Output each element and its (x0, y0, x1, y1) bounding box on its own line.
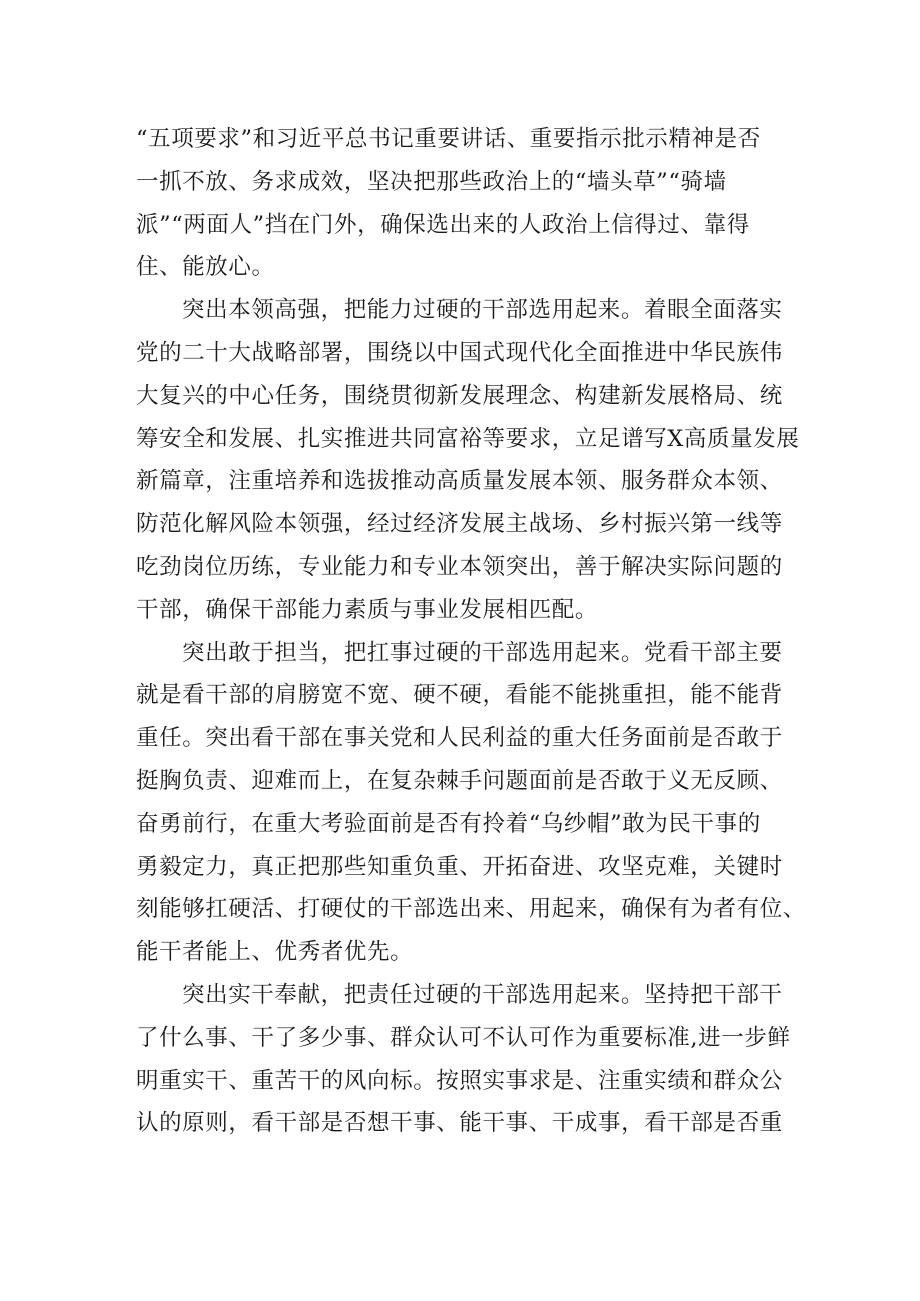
document-body (136, 118, 806, 1145)
text-line: 认的原则，看干部是否想干事、能干事、干成事，看干部是否重 (136, 1110, 783, 1137)
text-line: 派”“两面人”挡在门外，确保选出来的人政治上信得过、靠得 (136, 211, 750, 238)
text-line: 能干者能上、优秀者优先。 (136, 939, 414, 966)
text-line: 住、能放心。 (136, 254, 275, 281)
text-line: 大复兴的中心任务，围绕贯彻新发展理念、构建新发展格局、统 (136, 382, 783, 409)
text-line: “五项要求”和习近平总书记重要讲话、重要指示批示精神是否 (136, 126, 761, 152)
text-line: 一抓不放、务求成效，坚决把那些政治上的“墙头草”“骑墙 (136, 168, 727, 195)
text-line: 了什么事、干了多少事、群众认可不认可作为重要标准,进一步鲜 (136, 1024, 791, 1051)
text-line: 新篇章，注重培养和选拔推动高质量发展本领、服务群众本领、 (136, 468, 783, 495)
text-line: 吃劲岗位历练，专业能力和专业本领突出，善于解决实际问题的 (136, 553, 783, 580)
text-line: 明重实干、重苦干的风向标。按照实事求是、注重实绩和群众公 (136, 1067, 783, 1094)
text-line: 就是看干部的肩膀宽不宽、硬不硬，看能不能挑重担，能不能背 (136, 682, 783, 709)
paragraph-first-line: 突出敢于担当，把扛事过硬的干部选用起来。党看干部主要 (182, 639, 783, 666)
text-line: 防范化解风险本领强，经过经济发展主战场、乡村振兴第一线等 (136, 511, 783, 538)
paragraph-first-line: 突出本领高强，把能力过硬的干部选用起来。着眼全面落实 (182, 297, 783, 324)
text-line: 党的二十大战略部署，围绕以中国式现代化全面推进中华民族伟 (136, 339, 783, 366)
text-line: 重任。突出看干部在事关党和人民利益的重大任务面前是否敢于 (136, 725, 783, 752)
text-line: 奋勇前行，在重大考验面前是否有拎着“乌纱帽”敢为民干事的 (136, 810, 761, 837)
paragraph-first-line: 突出实干奉献，把责任过硬的干部选用起来。坚持把干部干 (182, 981, 783, 1008)
text-line: 勇毅定力，真正把那些知重负重、开拓奋进、攻坚克难，关键时 (136, 853, 783, 880)
text-line: 干部，确保干部能力素质与事业发展相匹配。 (136, 596, 599, 623)
text-line: 筹安全和发展、扎实推进共同富裕等要求，立足谱写X高质量发展 (136, 425, 800, 452)
text-line: 挺胸负责、迎难而上，在复杂棘手问题面前是否敢于义无反顾、 (136, 767, 783, 794)
text-line: 刻能够扛硬活、打硬仗的干部选出来、用起来，确保有为者有位、 (136, 896, 806, 923)
